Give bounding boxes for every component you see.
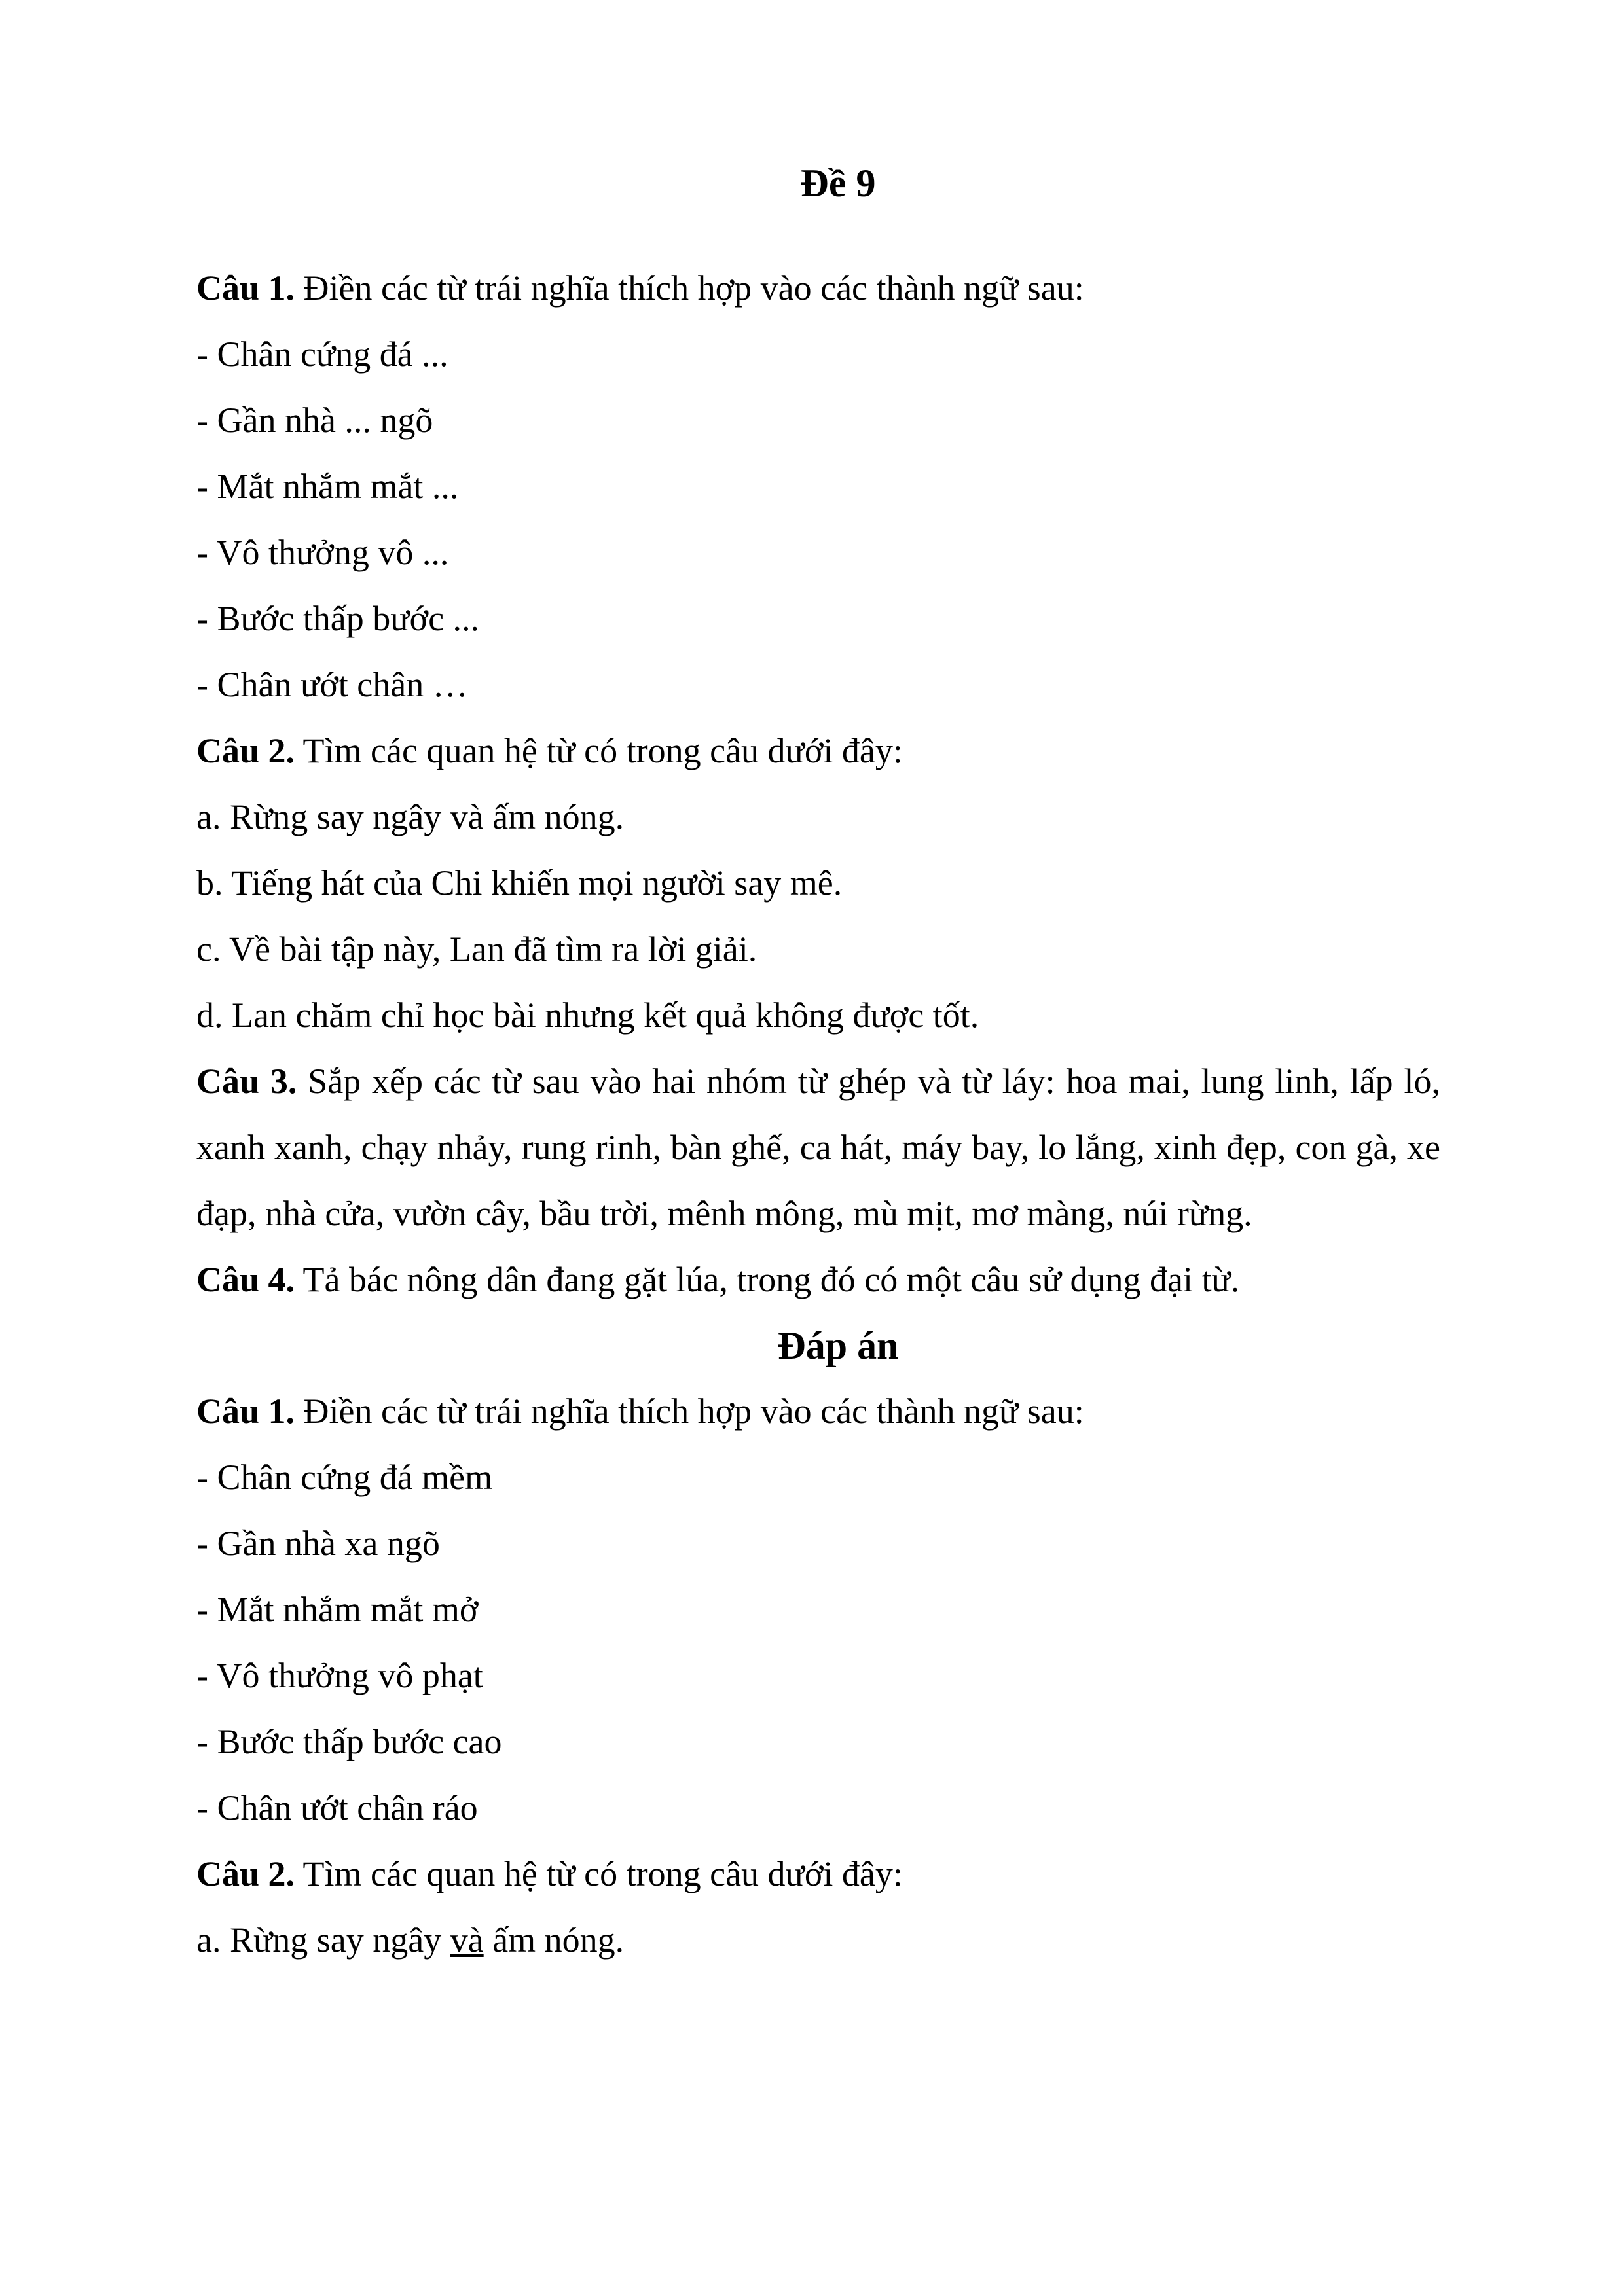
question-1-text: Điền các từ trái nghĩa thích hợp vào các thành ngữ sau: [295, 268, 1084, 308]
page-title: Đề 9 [800, 162, 876, 205]
question-2-item: c. Về bài tập này, Lan đã tìm ra lời giải. [196, 929, 757, 969]
question-1-label: Câu 1. [196, 268, 295, 308]
question-1-item: - Bước thấp bước ... [196, 599, 480, 638]
question-3-label: Câu 3. [196, 1062, 297, 1101]
answer-2-item-a-before: a. Rừng say ngây [196, 1920, 450, 1960]
document-content [196, 151, 1440, 1973]
answer-1-item: - Chân cứng đá mềm [196, 1458, 493, 1497]
question-1-item: - Chân ướt chân … [196, 665, 468, 704]
answer-2 [196, 1841, 1440, 1907]
question-3-text: Sắp xếp các từ sau vào hai nhóm từ ghép và từ láy: hoa mai, lung linh, lấp ló, xanh xanh, chạy nhảy, rung rinh, bàn ghế, ca hát, máy bay, lo lắng, xinh đẹp, con gà, xe đạp, nhà cửa, vườn cây, bầu trời, mênh mông, mù mịt, mơ màng, núi rừng. [196, 1062, 1440, 1233]
question-1-item: - Vô thưởng vô ... [196, 533, 449, 572]
question-2-item: b. Tiếng hát của Chi khiến mọi người say mê. [196, 863, 843, 903]
question-4 [196, 1247, 1440, 1313]
question-2 [196, 718, 1440, 784]
answer-2-item-a-after: ấm nóng. [483, 1920, 625, 1960]
answer-1 [196, 1378, 1440, 1444]
answer-1-item: - Mắt nhắm mắt mở [196, 1590, 479, 1629]
question-4-text: Tả bác nông dân đang gặt lúa, trong đó có một câu sử dụng đại từ. [295, 1260, 1240, 1299]
question-2-text: Tìm các quan hệ từ có trong câu dưới đây: [295, 731, 903, 770]
question-2-label: Câu 2. [196, 731, 295, 770]
answers-heading: Đáp án [777, 1324, 899, 1367]
answer-1-text: Điền các từ trái nghĩa thích hợp vào các thành ngữ sau: [295, 1391, 1084, 1431]
question-4-label: Câu 4. [196, 1260, 295, 1299]
answer-2-item [196, 1907, 1440, 1973]
answer-1-item: - Vô thưởng vô phạt [196, 1656, 483, 1695]
question-1-item: - Mắt nhắm mắt ... [196, 467, 459, 506]
answer-2-text: Tìm các quan hệ từ có trong câu dưới đây: [295, 1854, 903, 1893]
question-2-item: a. Rừng say ngây và ấm nóng. [196, 797, 625, 836]
answer-1-item: - Chân ướt chân ráo [196, 1788, 478, 1827]
question-1-item: - Gần nhà ... ngõ [196, 401, 433, 440]
answer-1-item: - Bước thấp bước cao [196, 1722, 502, 1761]
question-2-item: d. Lan chăm chỉ học bài nhưng kết quả không được tốt. [196, 996, 979, 1035]
answer-1-item: - Gần nhà xa ngõ [196, 1524, 440, 1563]
answer-1-label: Câu 1. [196, 1391, 295, 1431]
question-3 [196, 1049, 1440, 1247]
question-1-item: - Chân cứng đá ... [196, 334, 448, 374]
answer-2-item-a-underlined: và [450, 1920, 484, 1960]
question-1 [196, 255, 1440, 321]
answer-2-label: Câu 2. [196, 1854, 295, 1893]
